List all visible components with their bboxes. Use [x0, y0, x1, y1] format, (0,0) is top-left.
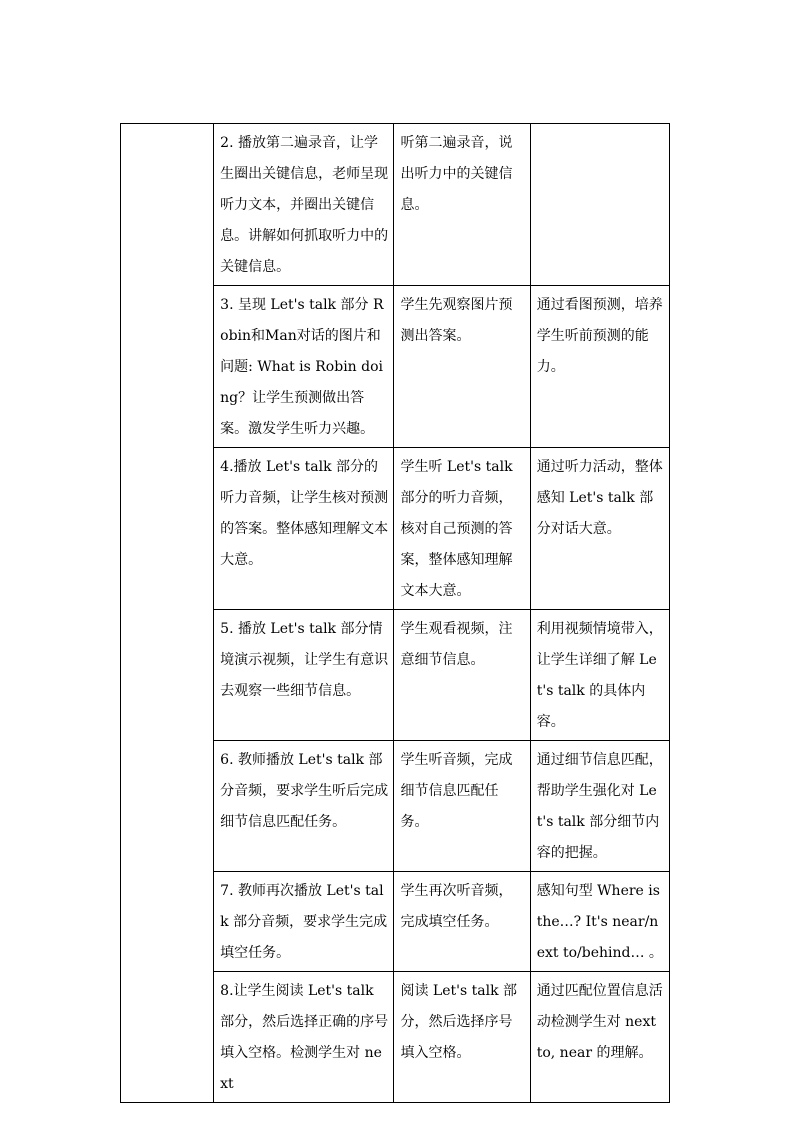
teacher-activity-cell: 8.让学生阅读 Let's talk 部分，然后选择正确的序号填入空格。检测学生对 next — [214, 972, 394, 1103]
student-activity-cell: 学生观看视频，注意细节信息。 — [394, 610, 530, 741]
design-purpose-cell: 利用视频情境带入，让学生详细了解 Let's talk 的具体内容。 — [530, 610, 669, 741]
student-activity-cell: 学生听 Let's talk 部分的听力音频，核对自己预测的答案，整体感知理解文本大意。 — [394, 448, 530, 610]
teacher-activity-cell: 6. 教师播放 Let's talk 部分音频，要求学生听后完成细节信息匹配任务。 — [214, 741, 394, 872]
student-activity-cell: 听第二遍录音，说出听力中的关键信息。 — [394, 124, 530, 286]
student-activity-cell: 学生听音频，完成细节信息匹配任务。 — [394, 741, 530, 872]
design-purpose-cell: 通过听力活动，整体感知 Let's talk 部分对话大意。 — [530, 448, 669, 610]
student-activity-cell: 阅读 Let's talk 部分，然后选择序号填入空格。 — [394, 972, 530, 1103]
stage-column-cell — [121, 124, 214, 1103]
student-activity-cell: 学生先观察图片预测出答案。 — [394, 286, 530, 448]
teacher-activity-cell: 2. 播放第二遍录音，让学生圈出关键信息，老师呈现听力文本，并圈出关键信息。讲解如何抓取听力中的关键信息。 — [214, 124, 394, 286]
teacher-activity-cell: 5. 播放 Let's talk 部分情境演示视频，让学生有意识去观察一些细节信息。 — [214, 610, 394, 741]
student-activity-cell: 学生再次听音频，完成填空任务。 — [394, 872, 530, 972]
table-row — [121, 124, 670, 286]
design-purpose-cell: 感知句型 Where is the…? It's near/next to/behind… 。 — [530, 872, 669, 972]
teacher-activity-cell: 4.播放 Let's talk 部分的听力音频，让学生核对预测的答案。整体感知理解文本大意。 — [214, 448, 394, 610]
design-purpose-cell: 通过匹配位置信息活动检测学生对 next to, near 的理解。 — [530, 972, 669, 1103]
teacher-activity-cell: 7. 教师再次播放 Let's talk 部分音频，要求学生完成填空任务。 — [214, 872, 394, 972]
teacher-activity-cell: 3. 呈现 Let's talk 部分 Robin和Man对话的图片和问题: What is Robin doing？让学生预测做出答案。激发学生听力兴趣。 — [214, 286, 394, 448]
design-purpose-cell — [530, 124, 669, 286]
design-purpose-cell: 通过细节信息匹配，帮助学生强化对 Let's talk 部分细节内容的把握。 — [530, 741, 669, 872]
design-purpose-cell: 通过看图预测，培养学生听前预测的能力。 — [530, 286, 669, 448]
lesson-plan-table — [120, 123, 670, 1103]
